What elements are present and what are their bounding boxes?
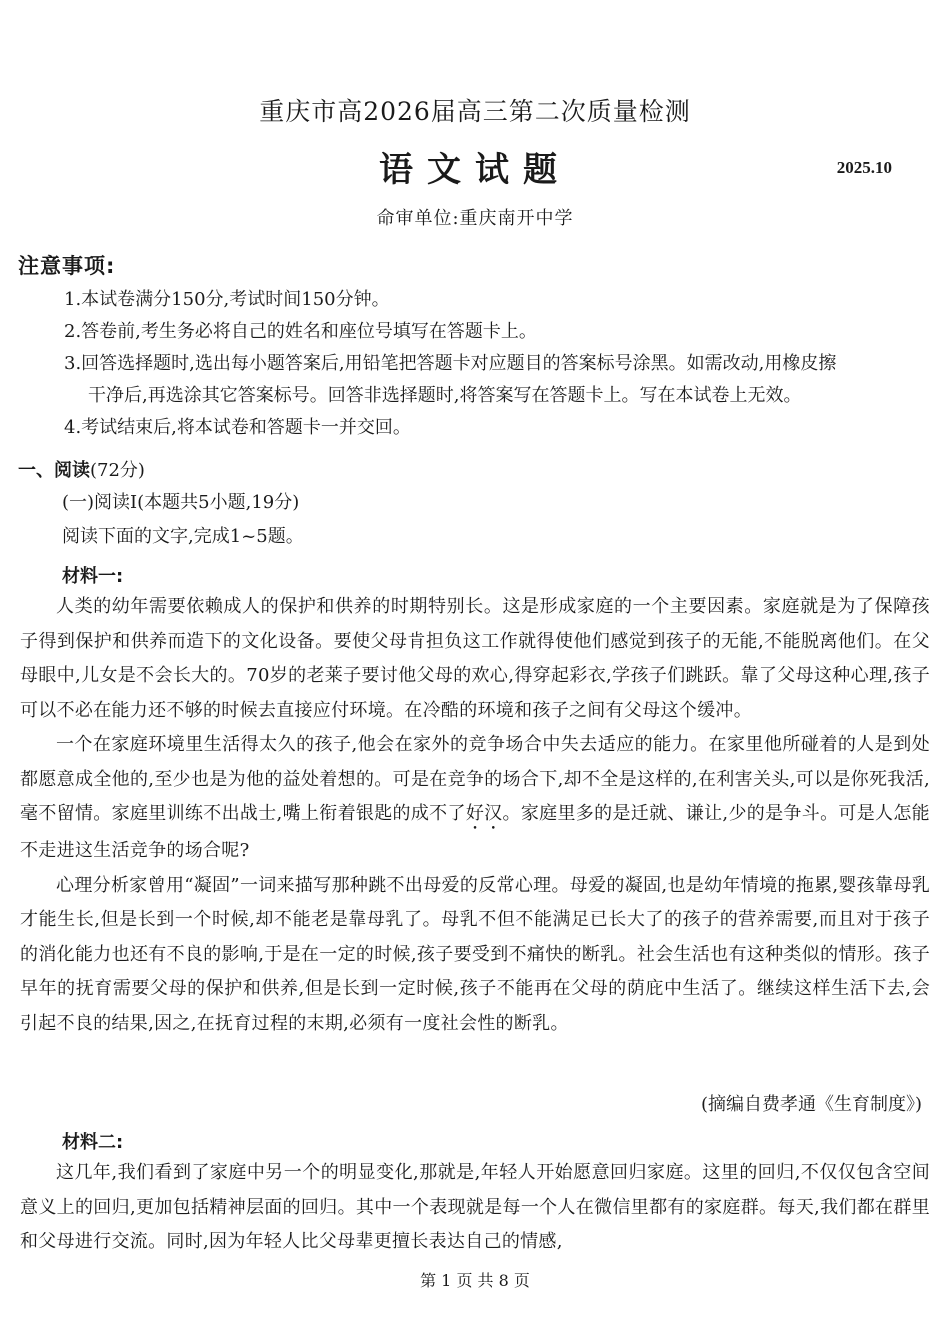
exam-title: 重庆市高2026届高三第二次质量检测 <box>259 97 691 126</box>
setter-unit: 命审单位:重庆南开中学 <box>376 208 574 229</box>
paragraph: 心理分析家曾用“凝固”一词来描写那种跳不出母爱的反常心理。母爱的凝固,也是幼年情境的拖累,婴孩靠母乳才能生长,但是长到一个时候,却不能老是靠母乳了。母乳不但不能满足已长大了的孩子的营养需要,而且对于孩子的消化能力也还有不良的影响,于是在一定的时候,孩子要受到不痛快的断乳。社会生活也有这种类似的情形。孩子早年的抚育需要父母的保护和供养,但是长到一定时候,孩子不能再在父母的荫庇中生活了。继续这样生活下去,会引起不良的结果,因之,在抚育过程的末期,必须有一度社会性的断乳。 <box>20 874 930 1034</box>
material-2-body <box>20 1156 930 1260</box>
exam-date: 2025.10 <box>836 158 892 177</box>
subsection-title: (一)阅读Ⅰ(本题共5小题,19分) <box>62 492 300 513</box>
notice-heading: 注意事项: <box>18 254 116 278</box>
paragraph-text: 一个在家庭环境里生活得太久的孩子,他会在家外的竞争场合中失去适应的能力。在家里他所碰着的人是到处都愿意成全他的,至少也是为他的益处着想的。可是在竞争的场合下,却不全是这样的,在利害关头,可以是你死我活,毫不留情。家庭里训练不出战士,嘴上衔着银匙的成不了 <box>20 734 930 824</box>
material-1-body <box>20 590 930 1041</box>
emphasized-word: 好汉 <box>465 803 503 824</box>
notice-item-continuation <box>64 380 934 412</box>
material-1-source: (摘编自费孝通《生育制度》) <box>700 1094 922 1115</box>
section-name: 一、阅读 <box>18 460 90 481</box>
material-1-title: 材料一: <box>62 566 124 587</box>
reading-instruction: 阅读下面的文字,完成1~5题。 <box>62 526 304 547</box>
page-number: 第 1 页 共 8 页 <box>420 1271 530 1290</box>
paragraph-text: 。家庭里多的是迁就、谦让,少的是争斗。可是人怎能不走进这生活竞争的场合呢? <box>20 803 930 861</box>
paragraph <box>20 728 930 869</box>
notice-list <box>64 284 934 444</box>
notice-item: 4.考试结束后,将本试卷和答题卡一并交回。 <box>64 417 411 438</box>
paragraph: 人类的幼年需要依赖成人的保护和供养的时期特别长。这是形成家庭的一个主要因素。家庭就是为了保障孩子得到保护和供养而造下的文化设备。要使父母肯担负这工作就得使他们感觉到孩子的无能,不能脱离他们。在父母眼中,儿女是不会长大的。70岁的老莱子要讨他父母的欢心,得穿起彩衣,学孩子们跳跃。靠了父母这种心理,孩子可以不必在能力还不够的时候去直接应付环境。在冷酷的环境和孩子之间有父母这个缓冲。 <box>20 596 930 721</box>
section-score: (72分) <box>90 460 145 481</box>
notice-item: 3.回答选择题时,选出每小题答案后,用铅笔把答题卡对应题目的答案标号涂黑。如需改动,用橡皮擦 <box>64 353 837 374</box>
paragraph: 这几年,我们看到了家庭中另一个的明显变化,那就是,年轻人开始愿意回归家庭。这里的回归,不仅仅包含空间意义上的回归,更加包括精神层面的回归。其中一个表现就是每一个人在微信里都有的家庭群。每天,我们都在群里和父母进行交流。同时,因为年轻人比父母辈更擅长表达自己的情感, <box>20 1162 930 1252</box>
section-title <box>18 456 145 482</box>
notice-item: 2.答卷前,考生务必将自己的姓名和座位号填写在答题卡上。 <box>64 321 537 342</box>
notice-item-continuation-text: 干净后,再选涂其它答案标号。回答非选择题时,将答案写在答题卡上。写在本试卷上无效。 <box>88 385 802 406</box>
subject-title: 语文试题 <box>379 150 571 190</box>
notice-item: 1.本试卷满分150分,考试时间150分钟。 <box>64 289 390 310</box>
material-2-title: 材料二: <box>62 1132 124 1153</box>
